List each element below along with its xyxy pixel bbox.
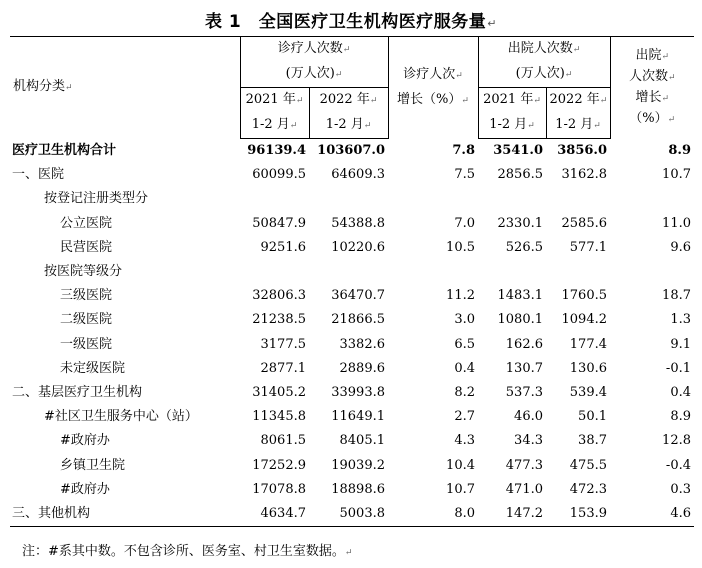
- cell-v2022: [309, 187, 388, 211]
- cell-vg: 7.5: [454, 167, 475, 183]
- cell-vg: 0.4: [454, 360, 475, 376]
- cell-v2022: 10220.6: [331, 239, 385, 255]
- cell-v2022: [309, 260, 388, 284]
- row-label: #政府办: [60, 481, 110, 497]
- row-label: 二级医院: [60, 312, 113, 328]
- row-label: 医疗卫生机构合计: [12, 142, 117, 158]
- table-row: [10, 236, 694, 260]
- cell-vg: 2.7: [454, 409, 475, 425]
- paragraph-mark-icon: ↵: [344, 548, 353, 558]
- paragraph-mark-icon: ↵: [65, 83, 73, 94]
- cell-dg: 18.7: [662, 288, 691, 304]
- cell-d2021: 34.3: [514, 433, 543, 449]
- cell-dg: 8.9: [670, 409, 691, 425]
- table-body: [10, 139, 694, 527]
- cell-v2022: 18898.6: [331, 481, 385, 497]
- cell-vg: 8.0: [388, 502, 478, 527]
- header-visits-group: 诊疗人次数↵: [240, 37, 388, 63]
- header-discharge-group: 出院人次数↵: [478, 37, 610, 63]
- cell-d2021: 537.3: [505, 385, 543, 401]
- header-visits-2022: 2022 年↵ 1-2 月↵: [309, 88, 388, 139]
- row-label: 一级医院: [60, 336, 113, 352]
- cell-v2021: 60099.5: [252, 167, 306, 183]
- cell-d2022: 38.7: [578, 433, 607, 449]
- row-label: 未定级医院: [60, 360, 126, 376]
- cell-v2021: 31405.2: [252, 385, 306, 401]
- cell-v2022: 11649.1: [331, 409, 385, 425]
- cell-dg: 1.3: [670, 312, 691, 328]
- cell-v2021: 8061.5: [260, 433, 306, 449]
- table-title-text: 表 1 全国医疗卫生机构医疗服务量: [205, 12, 487, 32]
- row-label: 三、其他机构: [10, 502, 240, 527]
- row-label: 乡镇卫生院: [60, 457, 126, 473]
- cell-v2022: 21866.5: [331, 312, 385, 328]
- table-row: [10, 187, 694, 211]
- cell-d2022: 130.6: [569, 360, 607, 376]
- cell-vg: 8.2: [454, 385, 475, 401]
- cell-dg: 11.0: [662, 215, 691, 231]
- cell-d2022: [546, 187, 610, 211]
- cell-d2021: 1483.1: [497, 288, 543, 304]
- table-row: [10, 139, 694, 164]
- header-discharge-growth: 出院↵ 人次数↵ 增长↵ （%）↵: [610, 37, 694, 139]
- cell-vg: 4.3: [454, 433, 475, 449]
- cell-d2022: 539.4: [569, 385, 607, 401]
- header-category: 机构分类↵: [10, 37, 240, 139]
- table-row: [10, 357, 694, 381]
- cell-dg: 0.3: [670, 481, 691, 497]
- cell-v2021: 2877.1: [260, 360, 306, 376]
- table-row: [10, 454, 694, 478]
- cell-v2021: [240, 260, 309, 284]
- cell-vg: 10.7: [446, 481, 475, 497]
- table-footnote: 注：#系其中数。不包含诊所、医务室、村卫生室数据。↵: [22, 544, 353, 559]
- cell-v2022: 2889.6: [339, 360, 385, 376]
- cell-dg: 12.8: [662, 433, 691, 449]
- header-discharge-2021: 2021 年↵ 1-2 月↵: [478, 88, 546, 139]
- cell-d2021: 3541.0: [493, 143, 543, 158]
- table-row: [10, 284, 694, 308]
- cell-vg: 10.4: [446, 457, 475, 473]
- cell-v2021: 21238.5: [252, 312, 306, 328]
- cell-d2022: 1760.5: [561, 288, 607, 304]
- header-visits-2021: 2021 年↵ 1-2 月↵: [240, 88, 309, 139]
- cell-v2021: 32806.3: [252, 288, 306, 304]
- cell-v2022: 33993.8: [331, 385, 385, 401]
- cell-dg: [610, 260, 694, 284]
- cell-dg: 9.6: [670, 239, 691, 255]
- cell-v2022: 19039.2: [331, 457, 385, 473]
- cell-v2021: 4634.7: [240, 502, 309, 527]
- cell-vg: 7.8: [452, 142, 475, 158]
- cell-d2022: 577.1: [569, 239, 607, 255]
- cell-v2022: 5003.8: [309, 502, 388, 527]
- cell-d2021: 1080.1: [497, 312, 543, 328]
- cell-d2022: 472.3: [569, 481, 607, 497]
- cell-v2021: 17252.9: [252, 457, 306, 473]
- cell-v2022: 3382.6: [339, 336, 385, 352]
- cell-d2021: 130.7: [505, 360, 543, 376]
- cell-v2021: 9251.6: [260, 239, 306, 255]
- table-row: [10, 381, 694, 405]
- cell-vg: 7.0: [454, 215, 475, 231]
- row-label: #政府办: [60, 433, 110, 449]
- table-row: [10, 429, 694, 453]
- header-discharge-unit: (万人次)↵: [478, 62, 610, 88]
- row-label: #社区卫生服务中心（站）: [44, 409, 198, 425]
- table-row: [10, 212, 694, 236]
- cell-v2022: 8405.1: [339, 433, 385, 449]
- header-discharge-2022: 2022 年↵ 1-2 月↵: [546, 88, 610, 139]
- row-label: 按医院等级分: [44, 264, 123, 280]
- cell-dg: 10.7: [662, 167, 691, 183]
- cell-d2021: 2856.5: [497, 167, 543, 183]
- cell-dg: 0.4: [670, 385, 691, 401]
- cell-dg: 8.9: [668, 142, 691, 158]
- cell-dg: -0.1: [665, 360, 691, 376]
- cell-d2022: 177.4: [569, 336, 607, 352]
- row-label: 按登记注册类型分: [44, 191, 149, 207]
- row-label: 一、医院: [12, 167, 65, 183]
- cell-d2021: 477.3: [505, 457, 543, 473]
- cell-dg: 9.1: [670, 336, 691, 352]
- row-label: 三级医院: [60, 288, 113, 304]
- cell-vg: 10.5: [446, 239, 475, 255]
- table-title: [0, 7, 702, 32]
- row-label: 二、基层医疗卫生机构: [12, 385, 143, 401]
- cell-d2021: 147.2: [478, 502, 546, 527]
- table-row: [10, 405, 694, 429]
- cell-dg: [610, 187, 694, 211]
- cell-d2021: [478, 260, 546, 284]
- cell-v2021: 11345.8: [252, 409, 306, 425]
- cell-d2021: [478, 187, 546, 211]
- cell-v2022: 36470.7: [331, 288, 385, 304]
- cell-v2021: 3177.5: [260, 336, 306, 352]
- table-row: [10, 502, 694, 527]
- cell-v2021: 50847.9: [252, 215, 306, 231]
- cell-d2022: 475.5: [569, 457, 607, 473]
- cell-vg: 11.2: [446, 288, 475, 304]
- cell-d2022: 153.9: [546, 502, 610, 527]
- cell-v2021: 96139.4: [247, 143, 306, 158]
- cell-v2021: [240, 187, 309, 211]
- cell-d2022: [546, 260, 610, 284]
- cell-d2022: 2585.6: [561, 215, 607, 231]
- cell-d2022: 50.1: [578, 409, 607, 425]
- cell-v2022: 103607.0: [317, 143, 385, 158]
- cell-dg: 4.6: [610, 502, 694, 527]
- table-row: [10, 163, 694, 187]
- cell-d2021: 46.0: [514, 409, 543, 425]
- cell-v2022: 64609.3: [331, 167, 385, 183]
- table-row: [10, 333, 694, 357]
- paragraph-mark-icon: ↵: [487, 17, 497, 30]
- cell-dg: -0.4: [665, 457, 691, 473]
- cell-d2021: 162.6: [505, 336, 543, 352]
- row-label: 公立医院: [60, 215, 113, 231]
- cell-vg: 3.0: [454, 312, 475, 328]
- cell-d2021: 471.0: [505, 481, 543, 497]
- cell-v2021: 17078.8: [252, 481, 306, 497]
- cell-d2022: 3856.0: [557, 143, 607, 158]
- header-visits-growth: 诊疗人次↵ 增长（%）↵: [388, 37, 478, 139]
- medical-service-table: [10, 36, 694, 527]
- row-label: 民营医院: [60, 239, 113, 255]
- cell-vg: [388, 260, 478, 284]
- cell-d2021: 2330.1: [497, 215, 543, 231]
- cell-v2022: 54388.8: [331, 215, 385, 231]
- table-row: [10, 260, 694, 284]
- cell-d2022: 1094.2: [561, 312, 607, 328]
- table-row: [10, 308, 694, 332]
- cell-vg: 6.5: [454, 336, 475, 352]
- table-row: [10, 478, 694, 502]
- cell-d2022: 3162.8: [561, 167, 607, 183]
- cell-d2021: 526.5: [505, 239, 543, 255]
- cell-vg: [388, 187, 478, 211]
- header-visits-unit: (万人次)↵: [240, 62, 388, 88]
